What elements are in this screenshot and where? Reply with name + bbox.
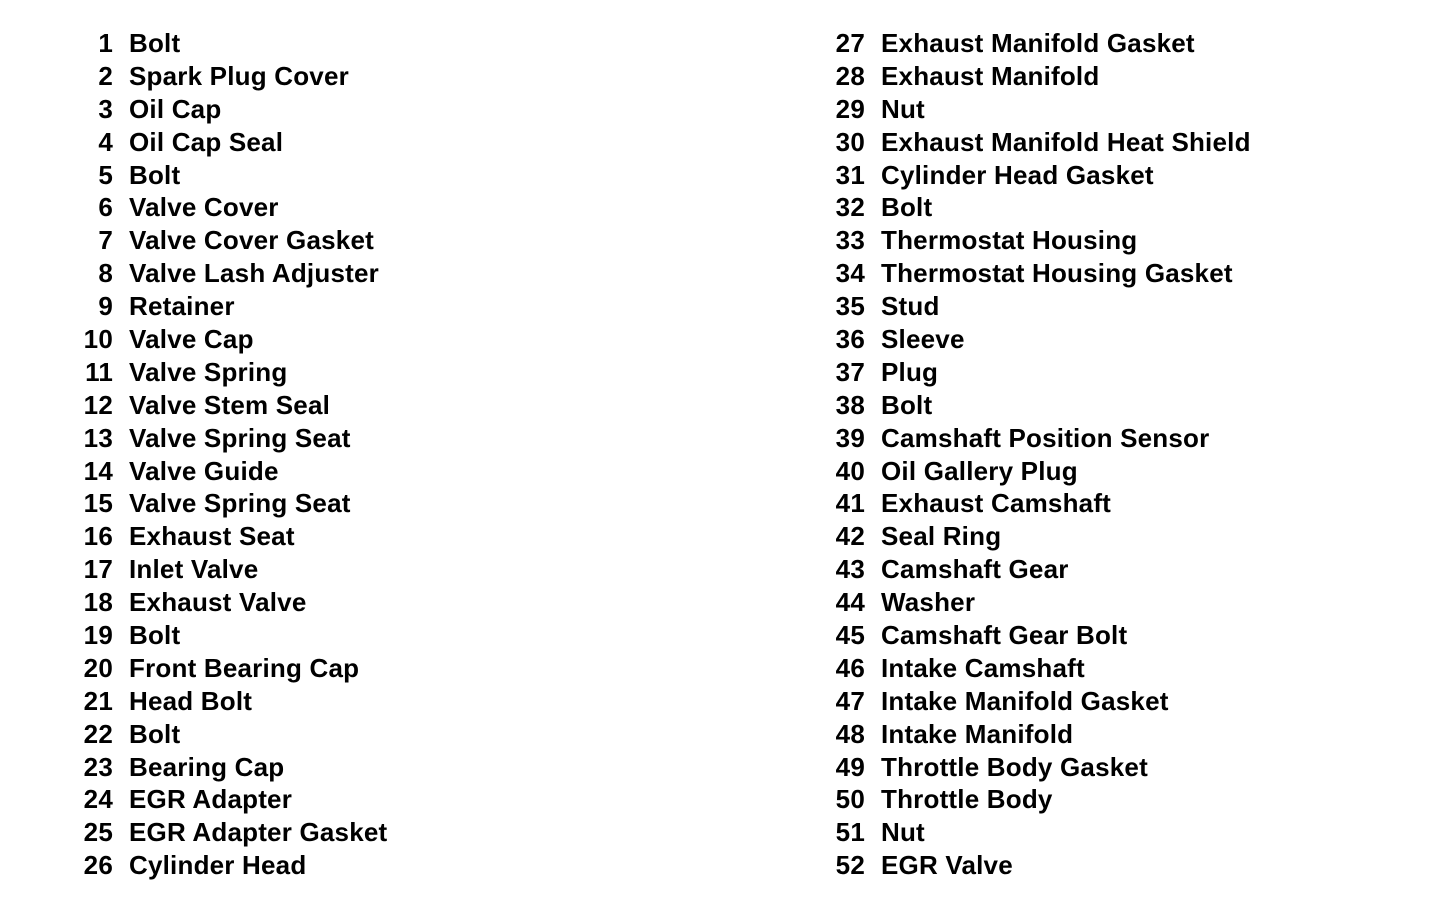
part-row	[70, 718, 387, 751]
part-name: Valve Cover Gasket	[129, 225, 374, 256]
part-row	[822, 652, 1251, 685]
part-number: 25	[83, 817, 113, 848]
part-row	[70, 652, 387, 685]
part-number: 27	[835, 28, 865, 58]
part-name: Valve Spring Seat	[129, 422, 351, 453]
part-name: Oil Cap	[129, 93, 222, 124]
part-number: 3	[98, 93, 113, 124]
part-row	[70, 619, 387, 652]
part-number: 47	[835, 685, 865, 716]
part-name: Intake Manifold Gasket	[881, 685, 1169, 716]
part-name: Stud	[881, 291, 940, 322]
part-name: EGR Adapter Gasket	[129, 817, 388, 848]
part-row	[822, 356, 1251, 389]
part-row	[822, 290, 1251, 323]
part-name: Camshaft Position Sensor	[881, 422, 1210, 453]
part-row	[70, 257, 387, 290]
part-row	[822, 520, 1251, 553]
part-name: Nut	[881, 93, 925, 124]
part-name: Intake Manifold	[881, 718, 1074, 749]
part-name: Seal Ring	[881, 521, 1002, 552]
part-row	[822, 586, 1251, 619]
part-number: 11	[85, 356, 113, 387]
part-name: Throttle Body Gasket	[881, 751, 1148, 782]
part-name: Nut	[881, 817, 925, 848]
part-row	[70, 487, 387, 520]
part-number: 19	[83, 620, 113, 651]
part-row	[822, 27, 1251, 60]
part-number: 2	[98, 60, 113, 91]
part-name: Bolt	[129, 620, 181, 651]
part-number: 28	[835, 60, 865, 91]
part-number: 50	[835, 784, 865, 815]
part-row	[70, 191, 387, 224]
part-row	[70, 356, 387, 389]
part-number: 36	[835, 324, 865, 355]
part-row	[822, 487, 1251, 520]
part-number: 17	[83, 554, 113, 585]
part-row	[70, 422, 387, 455]
part-row	[822, 191, 1251, 224]
part-number: 49	[835, 751, 865, 782]
part-name: Thermostat Housing Gasket	[881, 258, 1233, 289]
part-row	[822, 619, 1251, 652]
part-name: EGR Valve	[881, 850, 1013, 881]
part-number: 10	[83, 324, 113, 355]
part-name: EGR Adapter	[129, 784, 293, 815]
part-name: Camshaft Gear Bolt	[881, 620, 1128, 651]
part-number: 18	[83, 587, 113, 618]
part-number: 41	[835, 488, 865, 519]
part-name: Intake Camshaft	[881, 652, 1085, 683]
part-number: 30	[835, 126, 865, 157]
part-name: Bolt	[129, 159, 181, 190]
part-name: Valve Guide	[129, 455, 279, 486]
part-row	[822, 257, 1251, 290]
part-name: Valve Cap	[129, 324, 254, 355]
part-number: 26	[83, 850, 113, 881]
part-name: Valve Cover	[129, 192, 279, 223]
part-number: 24	[83, 784, 113, 815]
parts-legend	[0, 27, 1440, 887]
part-row	[822, 751, 1251, 784]
part-name: Valve Lash Adjuster	[129, 258, 379, 289]
part-row	[822, 455, 1251, 488]
part-number: 8	[98, 258, 113, 289]
part-row	[822, 60, 1251, 93]
part-name: Oil Cap Seal	[129, 126, 284, 157]
part-name: Retainer	[129, 291, 235, 322]
part-number: 40	[835, 455, 865, 486]
part-row	[70, 93, 387, 126]
part-row	[822, 849, 1251, 882]
part-number: 15	[83, 488, 113, 519]
part-number: 1	[98, 28, 113, 58]
part-number: 34	[835, 258, 865, 289]
part-name: Thermostat Housing	[881, 225, 1138, 256]
part-number: 12	[83, 389, 113, 420]
part-number: 45	[835, 620, 865, 651]
parts-list-right	[822, 27, 1251, 882]
part-row	[70, 849, 387, 882]
part-name: Bolt	[129, 718, 181, 749]
part-number: 16	[83, 521, 113, 552]
part-row	[70, 159, 387, 192]
part-name: Bearing Cap	[129, 751, 285, 782]
part-number: 39	[835, 422, 865, 453]
part-row	[70, 27, 387, 60]
part-number: 51	[835, 817, 865, 848]
part-row	[70, 586, 387, 619]
part-number: 44	[835, 587, 865, 618]
part-row	[70, 60, 387, 93]
part-number: 5	[98, 159, 113, 190]
part-row	[822, 783, 1251, 816]
part-name: Head Bolt	[129, 685, 253, 716]
part-name: Exhaust Seat	[129, 521, 295, 552]
part-row	[822, 323, 1251, 356]
part-name: Inlet Valve	[129, 554, 259, 585]
part-number: 20	[83, 652, 113, 683]
part-name: Sleeve	[881, 324, 965, 355]
part-number: 4	[98, 126, 113, 157]
part-number: 35	[835, 291, 865, 322]
part-row	[822, 224, 1251, 257]
part-row	[70, 553, 387, 586]
part-name: Throttle Body	[881, 784, 1053, 815]
part-name: Exhaust Manifold Heat Shield	[881, 126, 1251, 157]
part-row	[822, 685, 1251, 718]
part-row	[70, 290, 387, 323]
part-number: 31	[835, 159, 865, 190]
part-number: 48	[835, 718, 865, 749]
part-name: Exhaust Manifold	[881, 60, 1100, 91]
part-name: Oil Gallery Plug	[881, 455, 1078, 486]
part-name: Bolt	[129, 28, 181, 58]
part-number: 14	[83, 455, 113, 486]
part-name: Valve Spring	[129, 356, 288, 387]
part-name: Camshaft Gear	[881, 554, 1069, 585]
part-name: Valve Spring Seat	[129, 488, 351, 519]
part-number: 42	[835, 521, 865, 552]
part-number: 33	[835, 225, 865, 256]
part-number: 29	[835, 93, 865, 124]
part-name: Bolt	[881, 389, 933, 420]
part-row	[70, 685, 387, 718]
part-number: 13	[83, 422, 113, 453]
part-number: 32	[835, 192, 865, 223]
part-row	[70, 520, 387, 553]
part-number: 43	[835, 554, 865, 585]
part-number: 21	[83, 685, 113, 716]
part-name: Exhaust Camshaft	[881, 488, 1112, 519]
parts-list-left	[70, 27, 387, 882]
part-row	[822, 553, 1251, 586]
part-row	[822, 389, 1251, 422]
part-name: Exhaust Manifold Gasket	[881, 28, 1195, 58]
part-name: Cylinder Head Gasket	[881, 159, 1154, 190]
part-row	[822, 93, 1251, 126]
part-name: Exhaust Valve	[129, 587, 307, 618]
part-row	[822, 718, 1251, 751]
part-number: 46	[835, 652, 865, 683]
part-number: 52	[835, 850, 865, 881]
part-row	[70, 751, 387, 784]
part-number: 9	[98, 291, 113, 322]
part-row	[822, 126, 1251, 159]
part-name: Front Bearing Cap	[129, 652, 360, 683]
part-row	[70, 224, 387, 257]
part-row	[70, 323, 387, 356]
part-name: Cylinder Head	[129, 850, 307, 881]
part-number: 22	[83, 718, 113, 749]
part-name: Spark Plug Cover	[129, 60, 349, 91]
part-number: 7	[98, 225, 113, 256]
part-row	[822, 816, 1251, 849]
part-row	[70, 126, 387, 159]
part-name: Washer	[881, 587, 976, 618]
part-number: 38	[835, 389, 865, 420]
part-name: Valve Stem Seal	[129, 389, 331, 420]
part-row	[70, 389, 387, 422]
part-row	[822, 422, 1251, 455]
part-number: 37	[835, 356, 865, 387]
part-row	[70, 816, 387, 849]
part-number: 23	[83, 751, 113, 782]
part-name: Bolt	[881, 192, 933, 223]
part-name: Plug	[881, 356, 939, 387]
part-row	[822, 159, 1251, 192]
part-number: 6	[98, 192, 113, 223]
part-row	[70, 455, 387, 488]
part-row	[70, 783, 387, 816]
